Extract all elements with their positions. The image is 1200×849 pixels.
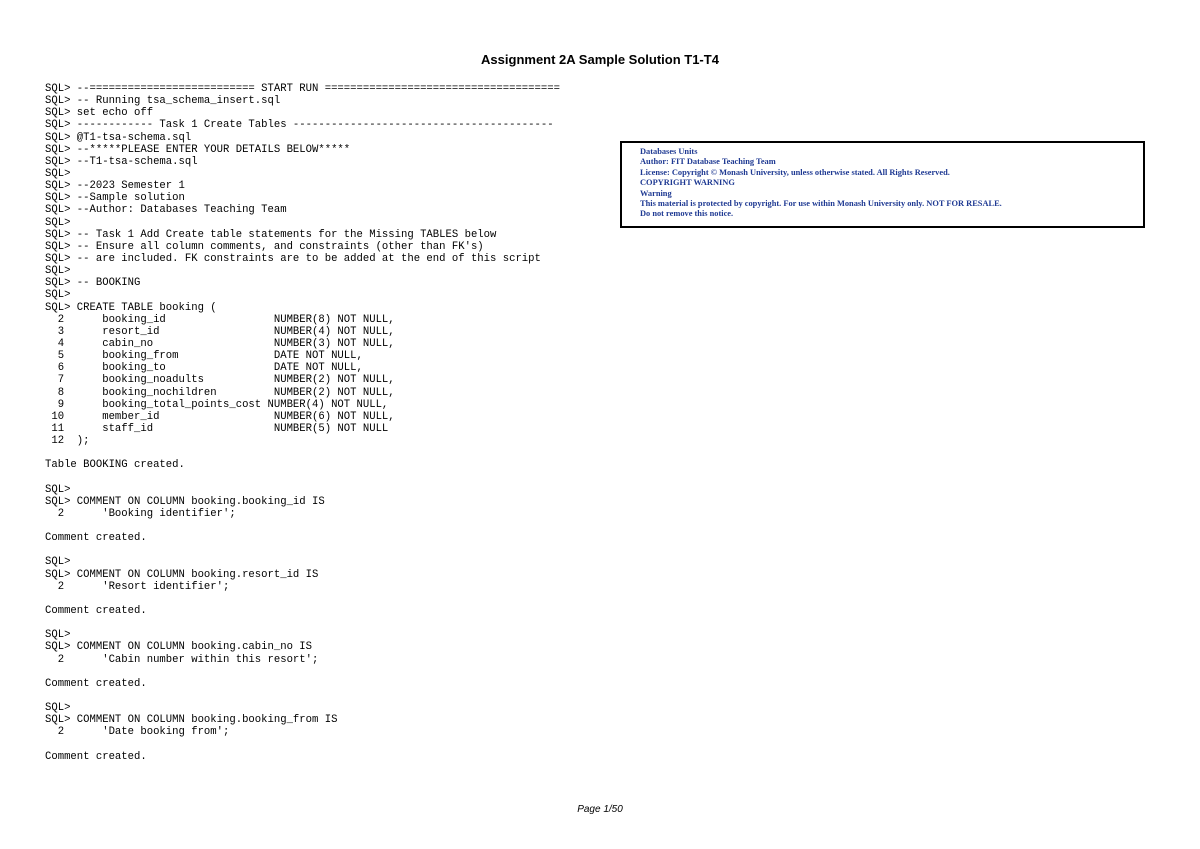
code-line: SQL> COMMENT ON COLUMN booking.cabin_no IS bbox=[45, 641, 313, 654]
code-line: 6 booking_to DATE NOT NULL, bbox=[45, 362, 363, 375]
code-line: 9 booking_total_points_cost NUMBER(4) NOT NULL, bbox=[45, 398, 389, 411]
code-line: SQL> ------------ Task 1 Create Tables ----------------------------------------- bbox=[45, 119, 554, 132]
code-line: SQL> --T1-tsa-schema.sql bbox=[45, 155, 198, 168]
page-title: Assignment 2A Sample Solution T1-T4 bbox=[481, 52, 719, 67]
notice-line: This material is protected by copyright. For use within Monash University only. NOT FOR RESALE. bbox=[640, 199, 1002, 209]
code-line: 8 booking_nochildren NUMBER(2) NOT NULL, bbox=[45, 386, 395, 399]
code-line: SQL> -- BOOKING bbox=[45, 277, 141, 290]
notice-line: Warning bbox=[640, 188, 672, 198]
code-line: SQL> bbox=[45, 702, 71, 715]
notice-line: Databases Units bbox=[640, 147, 698, 156]
copyright-notice-box bbox=[620, 141, 1145, 228]
code-line: 2 'Booking identifier'; bbox=[45, 507, 236, 520]
code-line: 11 staff_id NUMBER(5) NOT NULL bbox=[45, 422, 389, 435]
code-line: SQL> --========================== START RUN ===================================== bbox=[45, 83, 560, 95]
code-line: 5 booking_from DATE NOT NULL, bbox=[45, 350, 363, 363]
code-line: 12 ); bbox=[45, 435, 90, 448]
code-line: SQL> bbox=[45, 216, 71, 229]
code-line: SQL> bbox=[45, 483, 71, 496]
code-line: SQL> --Author: Databases Teaching Team bbox=[45, 204, 287, 217]
page-number: Page 1/50 bbox=[577, 804, 623, 815]
code-line bbox=[45, 544, 745, 556]
code-line: Comment created. bbox=[45, 605, 147, 618]
notice-line: License: Copyright © Monash University, unless otherwise stated. All Rights Reserved. bbox=[640, 167, 950, 177]
code-line: SQL> bbox=[45, 289, 71, 302]
code-line: SQL> -- Ensure all column comments, and constraints (other than FK's) bbox=[45, 240, 484, 253]
notice-line: Author: FIT Database Teaching Team bbox=[640, 157, 776, 167]
code-line: 2 'Cabin number within this resort'; bbox=[45, 653, 319, 666]
code-line: SQL> COMMENT ON COLUMN booking.booking_id IS bbox=[45, 495, 325, 508]
code-line: SQL> bbox=[45, 556, 71, 569]
code-line: SQL> @T1-tsa-schema.sql bbox=[45, 131, 192, 144]
code-line: SQL> --2023 Semester 1 bbox=[45, 180, 185, 193]
code-line: SQL> COMMENT ON COLUMN booking.booking_from IS bbox=[45, 714, 338, 727]
code-line bbox=[45, 520, 745, 532]
code-line: SQL> COMMENT ON COLUMN booking.resort_id IS bbox=[45, 568, 319, 581]
code-line: SQL> --*****PLEASE ENTER YOUR DETAILS BELOW***** bbox=[45, 143, 351, 156]
code-line bbox=[45, 447, 745, 459]
code-line: SQL> -- are included. FK constraints are to be added at the end of this script bbox=[45, 252, 541, 265]
code-line bbox=[45, 690, 745, 702]
code-line: SQL> bbox=[45, 167, 71, 180]
notice-line: Do not remove this notice. bbox=[640, 209, 734, 219]
notice-line: COPYRIGHT WARNING bbox=[640, 178, 735, 188]
code-line: 2 'Resort identifier'; bbox=[45, 580, 230, 593]
code-line: SQL> -- Running tsa_schema_insert.sql bbox=[45, 95, 281, 108]
code-line: 10 member_id NUMBER(6) NOT NULL, bbox=[45, 410, 395, 423]
code-line: SQL> CREATE TABLE booking ( bbox=[45, 301, 217, 314]
code-line: 7 booking_noadults NUMBER(2) NOT NULL, bbox=[45, 374, 395, 387]
code-line: SQL> set echo off bbox=[45, 107, 154, 120]
code-line: Comment created. bbox=[45, 750, 147, 763]
code-line bbox=[45, 593, 745, 605]
code-line: Comment created. bbox=[45, 532, 147, 545]
code-line: 3 resort_id NUMBER(4) NOT NULL, bbox=[45, 325, 395, 338]
code-line: SQL> --Sample solution bbox=[45, 192, 185, 205]
code-line: SQL> bbox=[45, 629, 71, 642]
code-line: 2 'Date booking from'; bbox=[45, 726, 230, 739]
code-line bbox=[45, 739, 745, 751]
code-line bbox=[45, 472, 745, 484]
code-line: Comment created. bbox=[45, 677, 147, 690]
code-line bbox=[45, 666, 745, 678]
code-line: SQL> -- Task 1 Add Create table statements for the Missing TABLES below bbox=[45, 228, 497, 241]
code-line bbox=[45, 617, 745, 629]
code-line: 2 booking_id NUMBER(8) NOT NULL, bbox=[45, 313, 395, 326]
code-line: 4 cabin_no NUMBER(3) NOT NULL, bbox=[45, 337, 395, 350]
code-line: Table BOOKING created. bbox=[45, 459, 185, 472]
code-line: SQL> bbox=[45, 265, 71, 278]
